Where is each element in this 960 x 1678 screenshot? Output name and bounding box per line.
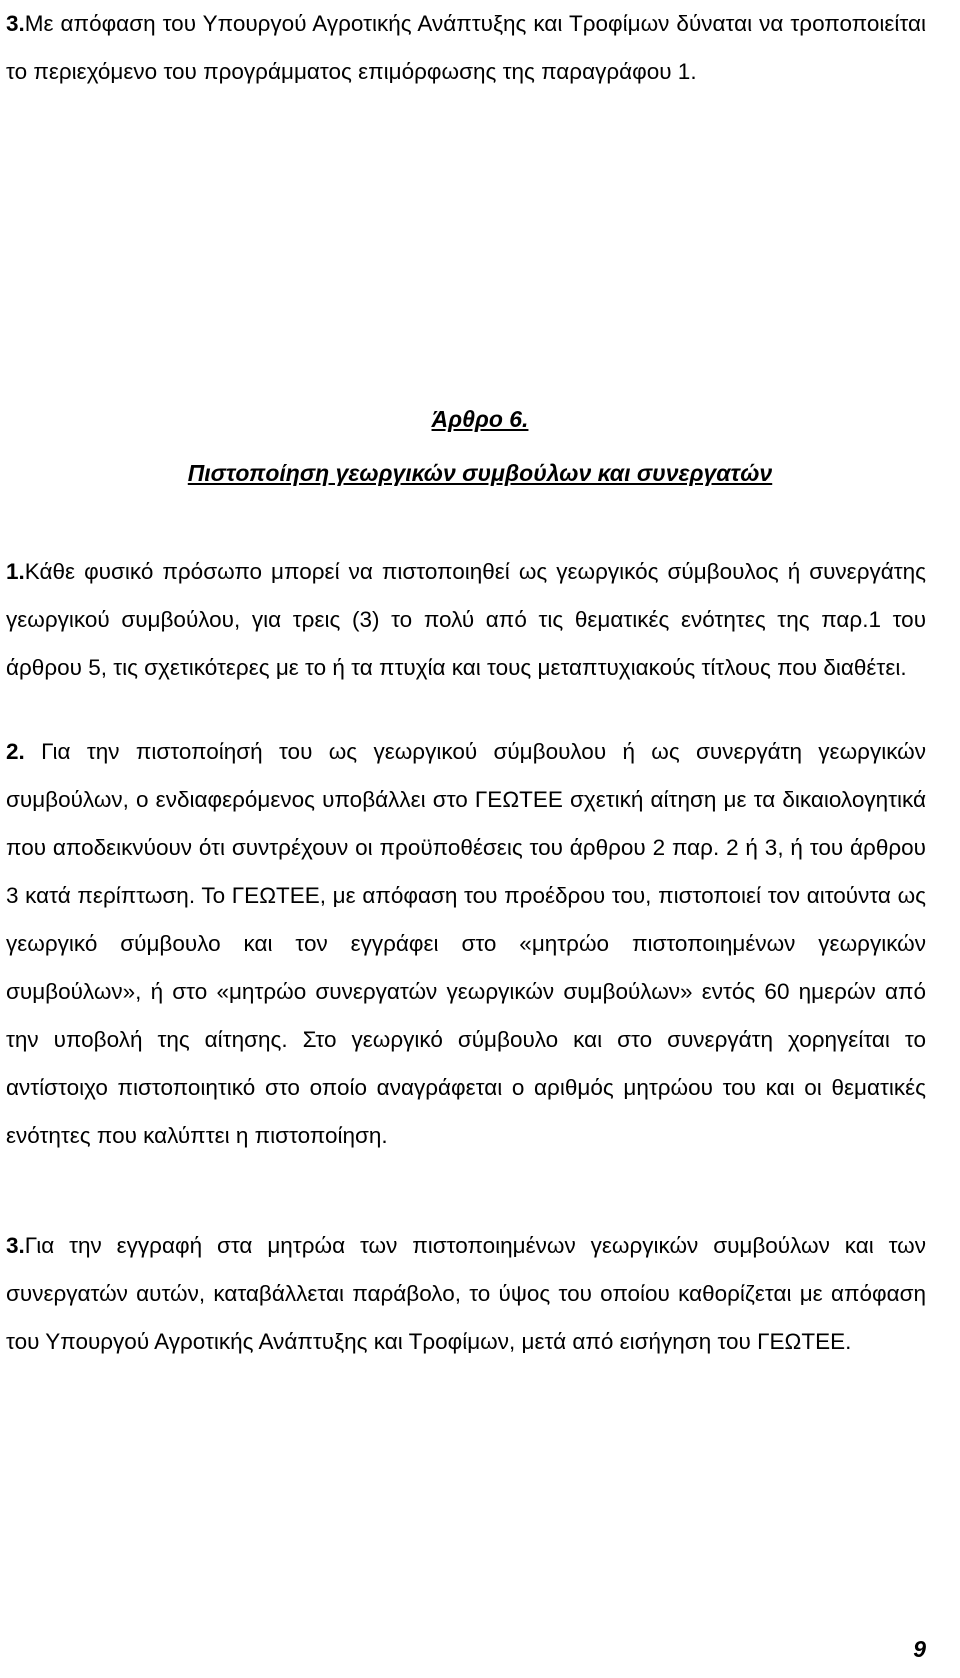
- paragraph-number: 3.: [6, 11, 25, 36]
- paragraph-2: [6, 728, 926, 1160]
- paragraph-3: [6, 1222, 926, 1366]
- paragraph-number: 3.: [6, 1233, 25, 1258]
- paragraph-number: 2.: [6, 739, 25, 764]
- paragraph-text: Κάθε φυσικό πρόσωπο μπορεί να πιστοποιηθεί ως γεωργικός σύμβουλος ή συνεργάτης γεωργικού συμβούλου, για τρεις (3) το πολύ από τις θεματικές ενότητες της παρ.1 του άρθρου 5, τις σχετικότερες με το ή τα πτυχία και τους μεταπτυχιακούς τίτλους που διαθέτει.: [6, 559, 926, 680]
- article-title: Άρθρο 6.: [431, 406, 529, 432]
- paragraph-text: Για την πιστοποίησή του ως γεωργικού σύμβουλου ή ως συνεργάτη γεωργικών συμβούλων, ο ενδιαφερόμενος υποβάλλει στο ΓΕΩΤΕΕ σχετική αίτηση με τα δικαιολογητικά που αποδεικνύουν ότι συντρέχουν οι προϋποθέσεις του άρθρου 2 παρ. 2 ή 3, ή του άρθρου 3 κατά περίπτωση. Το ΓΕΩΤΕΕ, με απόφαση του προέδρου του, πιστοποιεί τον αιτούντα ως γεωργικό σύμβουλο και τον εγγράφει στο «μητρώο πιστοποιημένων γεωργικών συμβούλων», ή στο «μητρώο συνεργατών γεωργικών συμβούλων» εντός 60 ημερών από την υποβολή της αίτησης. Στο γεωργικό σύμβουλο και στο συνεργάτη χορηγείται το αντίστοιχο πιστοποιητικό στο οποίο αναγράφεται ο αριθμός μητρώου του και οι θεματικές ενότητες που καλύπτει η πιστοποίηση.: [6, 739, 926, 1148]
- paragraph-1: [6, 548, 926, 692]
- paragraph-text: Για την εγγραφή στα μητρώα των πιστοποιημένων γεωργικών συμβούλων και των συνεργατών αυτών, καταβάλλεται παράβολο, το ύψος του οποίου καθορίζεται με απόφαση του Υπουργού Αγροτικής Ανάπτυξης και Τροφίμων, μετά από εισήγηση του ΓΕΩΤΕΕ.: [6, 1233, 926, 1354]
- article-subtitle: Πιστοποίηση γεωργικών συμβούλων και συνεργατών: [187, 460, 773, 486]
- paragraph-text: Με απόφαση του Υπουργού Αγροτικής Ανάπτυξης και Τροφίμων δύναται να τροποποιείται το περιεχόμενο του προγράμματος επιμόρφωσης της παραγράφου 1.: [6, 11, 926, 84]
- page-number: 9: [913, 1636, 926, 1662]
- paragraph-number: 1.: [6, 559, 25, 584]
- intro-paragraph: [6, 0, 926, 96]
